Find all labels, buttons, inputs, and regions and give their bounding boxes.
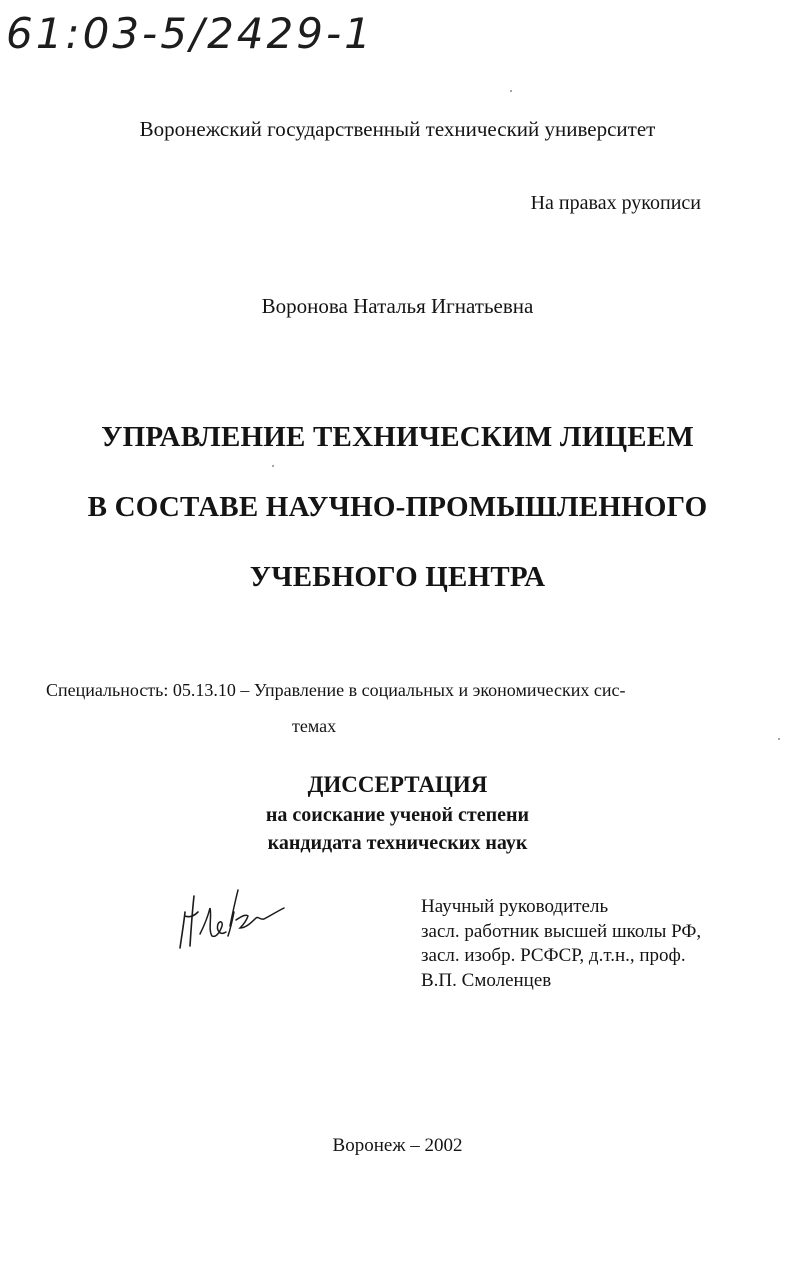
dissertation-type: ДИССЕРТАЦИЯ — [307, 772, 488, 797]
university-name: Воронежский государственный технический университет — [139, 117, 656, 141]
manuscript-note: На правах рукописи — [530, 192, 701, 214]
supervisor-title-1: засл. работник высшей школы РФ, — [421, 920, 702, 942]
supervisor-title-2: засл. изобр. РСФСР, д.т.н., проф. — [421, 945, 686, 966]
supervisor-name: В.П. Смоленцев — [421, 969, 552, 991]
author-name: Воронова Наталья Игнатьевна — [261, 294, 534, 318]
handwritten-signature — [172, 886, 290, 956]
dissertation-title-line-3: УЧЕБНОГО ЦЕНТРА — [249, 561, 546, 593]
supervisor-role: Научный руководитель — [421, 896, 609, 917]
handwritten-catalog-number-text: 61:03-5/2429-1 — [6, 9, 374, 58]
handwritten-catalog-number — [4, 6, 484, 58]
scan-speck — [510, 90, 512, 92]
city-and-year: Воронеж – 2002 — [332, 1135, 463, 1156]
dissertation-degree-line: на соискание ученой степени — [265, 804, 530, 826]
supervisor-block — [421, 895, 701, 993]
dissertation-title-line-2: В СОСТАВЕ НАУЧНО-ПРОМЫШЛЕННОГО — [87, 491, 708, 523]
specialty-line-1: Специальность: 05.13.10 – Управление в социальных и экономических сис- — [46, 680, 626, 700]
dissertation-degree-field: кандидата технических наук — [267, 832, 528, 854]
specialty-line-2: темах — [292, 716, 337, 736]
scan-speck — [778, 738, 780, 740]
dissertation-title-line-1: УПРАВЛЕНИЕ ТЕХНИЧЕСКИМ ЛИЦЕЕМ — [101, 421, 694, 453]
scan-speck — [272, 465, 274, 467]
